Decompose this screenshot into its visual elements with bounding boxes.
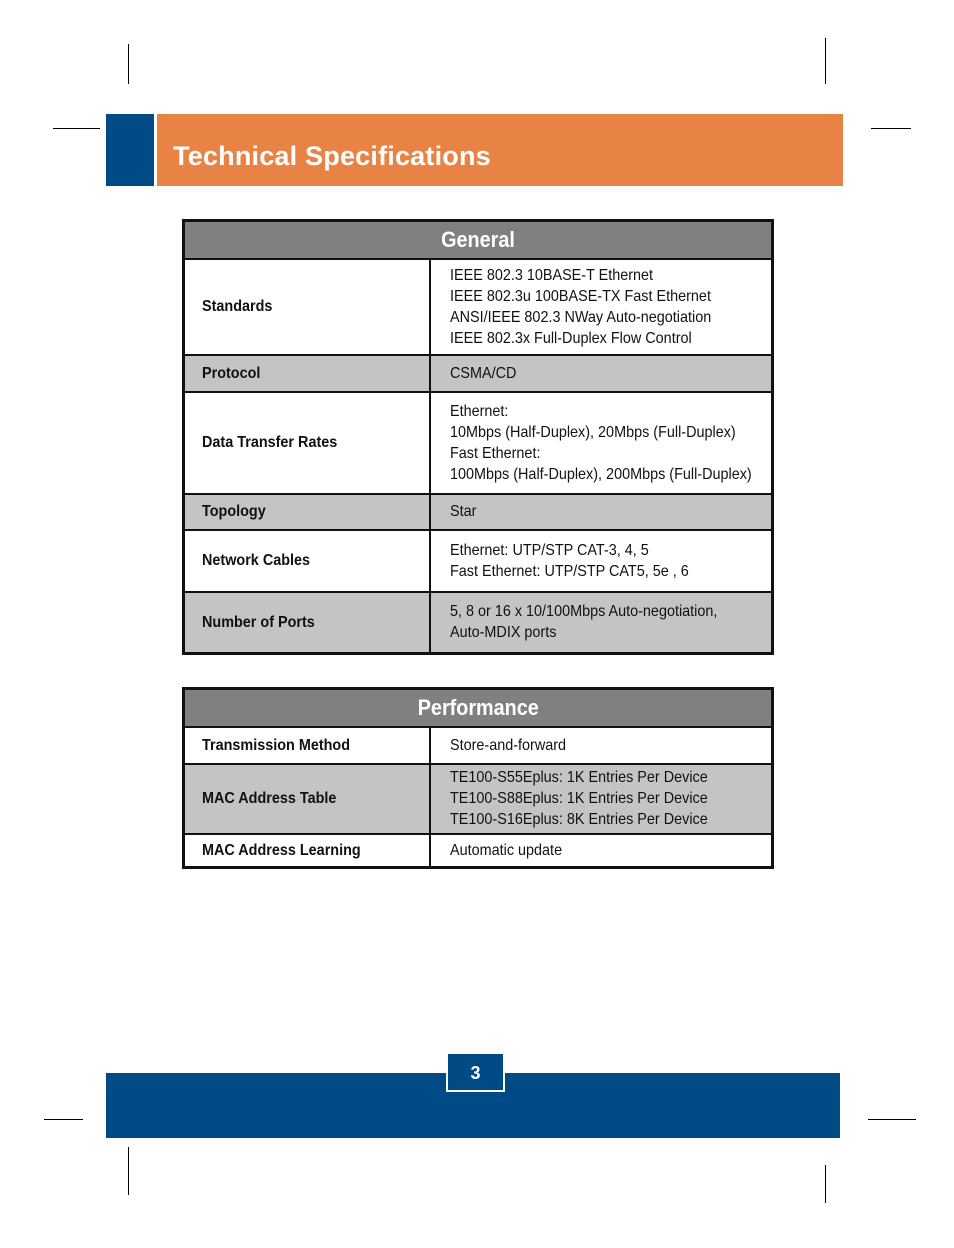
row-label: Standards: [184, 259, 430, 355]
page-title: Technical Specifications: [173, 141, 491, 171]
row-value: 5, 8 or 16 x 10/100Mbps Auto-negotiation, Auto-MDIX ports: [430, 592, 773, 654]
row-label: MAC Address Table: [184, 764, 430, 834]
row-label: Number of Ports: [184, 592, 430, 654]
table-title: General: [184, 221, 773, 259]
row-label: Network Cables: [184, 530, 430, 592]
row-value: Star: [430, 494, 773, 530]
table-row: [184, 530, 773, 592]
row-label: Transmission Method: [184, 727, 430, 764]
row-value: Ethernet: 10Mbps (Half-Duplex), 20Mbps (Full-Duplex) Fast Ethernet: 100Mbps (Half-Duplex), 200Mbps (Full-Duplex): [430, 392, 773, 494]
row-value: CSMA/CD: [430, 355, 773, 392]
table-row: [184, 259, 773, 355]
table-row: [184, 355, 773, 392]
row-value: IEEE 802.3 10BASE-T Ethernet IEEE 802.3u 100BASE-TX Fast Ethernet ANSI/IEEE 802.3 NWay Auto-negotiation IEEE 802.3x Full-Duplex Flow Control: [430, 259, 773, 355]
row-value: Store-and-forward: [430, 727, 773, 764]
row-label: Topology: [184, 494, 430, 530]
row-label: Protocol: [184, 355, 430, 392]
crop-mark: [53, 128, 100, 129]
table-row: [184, 764, 773, 834]
row-label: MAC Address Learning: [184, 834, 430, 868]
crop-mark: [825, 38, 826, 84]
page-number: 3: [446, 1052, 505, 1092]
table-row: [184, 834, 773, 868]
table-row: [184, 727, 773, 764]
table-row: [184, 494, 773, 530]
table-title: Performance: [184, 689, 773, 727]
row-value: TE100-S55Eplus: 1K Entries Per Device TE100-S88Eplus: 1K Entries Per Device TE100-S16Eplus: 8K Entries Per Device: [430, 764, 773, 834]
row-value: Ethernet: UTP/STP CAT-3, 4, 5 Fast Ethernet: UTP/STP CAT5, 5e , 6: [430, 530, 773, 592]
table-row: [184, 592, 773, 654]
general-spec-table: [182, 219, 774, 655]
row-value: Automatic update: [430, 834, 773, 868]
crop-mark: [128, 44, 129, 84]
performance-table-header: [184, 689, 773, 727]
performance-spec-table: [182, 687, 774, 869]
crop-mark: [868, 1119, 916, 1120]
crop-mark: [825, 1165, 826, 1203]
general-table-header: [184, 221, 773, 259]
header-blue-block: [106, 114, 154, 186]
crop-mark: [871, 128, 911, 129]
crop-mark: [44, 1119, 83, 1120]
crop-mark: [128, 1147, 129, 1195]
row-label: Data Transfer Rates: [184, 392, 430, 494]
table-row: [184, 392, 773, 494]
